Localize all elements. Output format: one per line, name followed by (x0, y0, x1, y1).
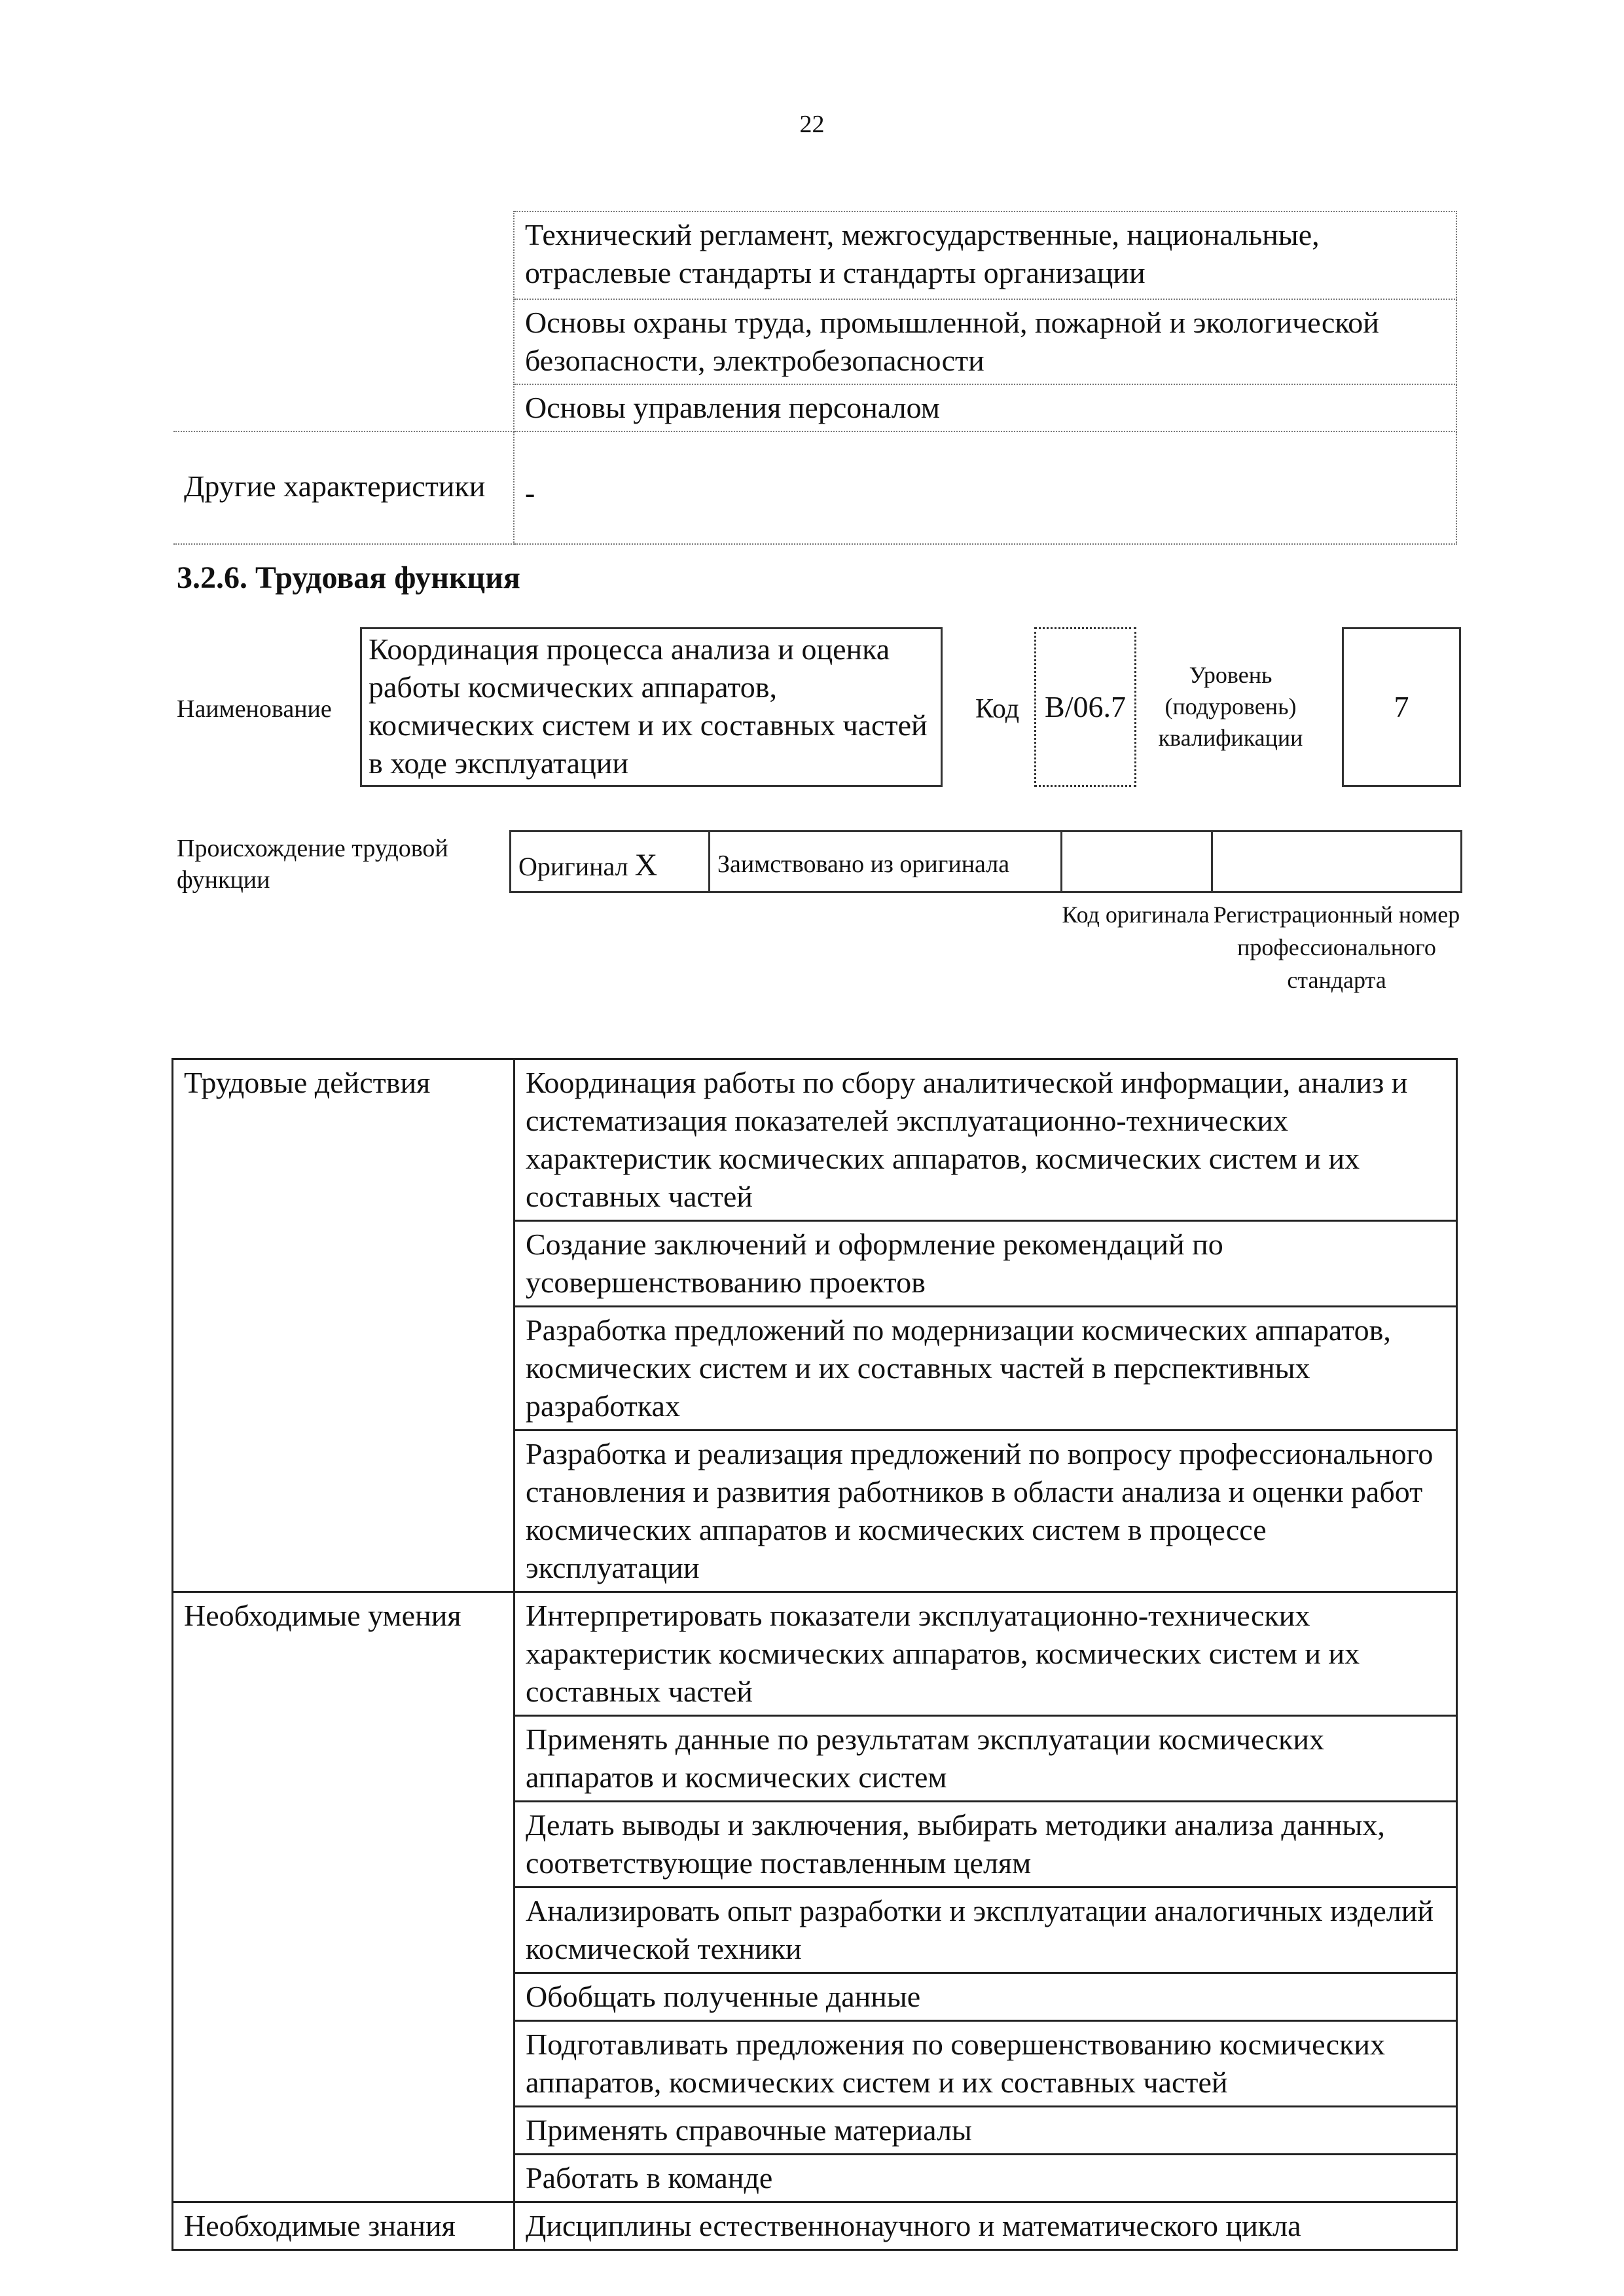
labor-action-item: Разработка предложений по модернизации космических аппаратов, космических систем и их составных частей в перспективных разработках (514, 1307, 1457, 1430)
skill-item: Делать выводы и заключения, выбирать методики анализа данных, соответствующие поставленным целям (514, 1802, 1457, 1887)
table-row (173, 211, 1456, 299)
qualification-level-box: 7 (1342, 627, 1461, 787)
table-cell: Основы управления персоналом (514, 384, 1456, 431)
original-code-caption: Код оригинала (1062, 902, 1210, 928)
requirements-table-continuation (173, 211, 1457, 545)
labor-function-table (171, 1058, 1458, 2251)
required-skills-label: Необходимые умения (173, 1592, 514, 2202)
table-row (173, 431, 1456, 544)
origin-label: Происхождение трудовой функции (177, 835, 448, 894)
code-label: Код (975, 694, 1020, 724)
table-row (173, 1059, 1457, 1221)
origin-original-cell (518, 847, 657, 883)
labor-action-item: Координация работы по сбору аналитической информации, анализ и систематизация показателей эксплуатационно-технических характеристик космических аппаратов, космических систем и их составных частей (514, 1059, 1457, 1221)
original-label: Оригинал (518, 852, 628, 881)
function-name-box: Координация процесса анализа и оценка работы космических аппаратов, космических систем и их составных частей в ходе эксплуатации (360, 627, 943, 787)
labor-action-item: Создание заключений и оформление рекомендаций по усовершенствованию проектов (514, 1221, 1457, 1307)
name-label: Наименование (177, 695, 332, 723)
borrowed-label: Заимствовано из оригинала (717, 850, 1010, 878)
skill-item: Обобщать полученные данные (514, 1973, 1457, 2021)
section-heading: 3.2.6. Трудовая функция (177, 560, 520, 595)
other-characteristics-value: - (514, 431, 1456, 544)
original-mark: X (634, 848, 658, 883)
function-code-box: B/06.7 (1034, 627, 1136, 787)
origin-divider (1211, 830, 1213, 893)
required-knowledge-label: Необходимые знания (173, 2202, 514, 2250)
skill-item: Работать в команде (514, 2155, 1457, 2202)
labor-actions-label: Трудовые действия (173, 1059, 514, 1592)
labor-action-item: Разработка и реализация предложений по вопросу профессионального становления и развития работников в области анализа и оценки работ космических аппаратов и космических систем в процессе эксплуатации (514, 1430, 1457, 1592)
qualification-level-label: Уровень (подуровень) квалификации (1158, 662, 1303, 751)
knowledge-item: Дисциплины естественнонаучного и математического цикла (514, 2202, 1457, 2250)
page-number: 22 (799, 111, 825, 138)
table-row (173, 2202, 1457, 2250)
table-row (173, 1592, 1457, 1716)
skill-item: Подготавливать предложения по совершенствованию космических аппаратов, космических систем и их составных частей (514, 2021, 1457, 2107)
skill-item: Применять справочные материалы (514, 2107, 1457, 2155)
skill-item: Анализировать опыт разработки и эксплуатации аналогичных изделий космической техники (514, 1887, 1457, 1973)
registration-number-caption: Регистрационный номер профессионального стандарта (1213, 902, 1460, 993)
table-cell-empty (173, 211, 514, 431)
table-cell: Основы охраны труда, промышленной, пожарной и экологической безопасности, электробезопасности (514, 299, 1456, 384)
table-cell: Технический регламент, межгосударственные, национальные, отраслевые стандарты и стандарты организации (514, 211, 1456, 299)
other-characteristics-label: Другие характеристики (173, 431, 514, 544)
origin-divider (708, 830, 710, 893)
origin-divider (1060, 830, 1062, 893)
skill-item: Интерпретировать показатели эксплуатационно-технических характеристик космических аппаратов, космических систем и их составных частей (514, 1592, 1457, 1716)
skill-item: Применять данные по результатам эксплуатации космических аппаратов и космических систем (514, 1716, 1457, 1802)
